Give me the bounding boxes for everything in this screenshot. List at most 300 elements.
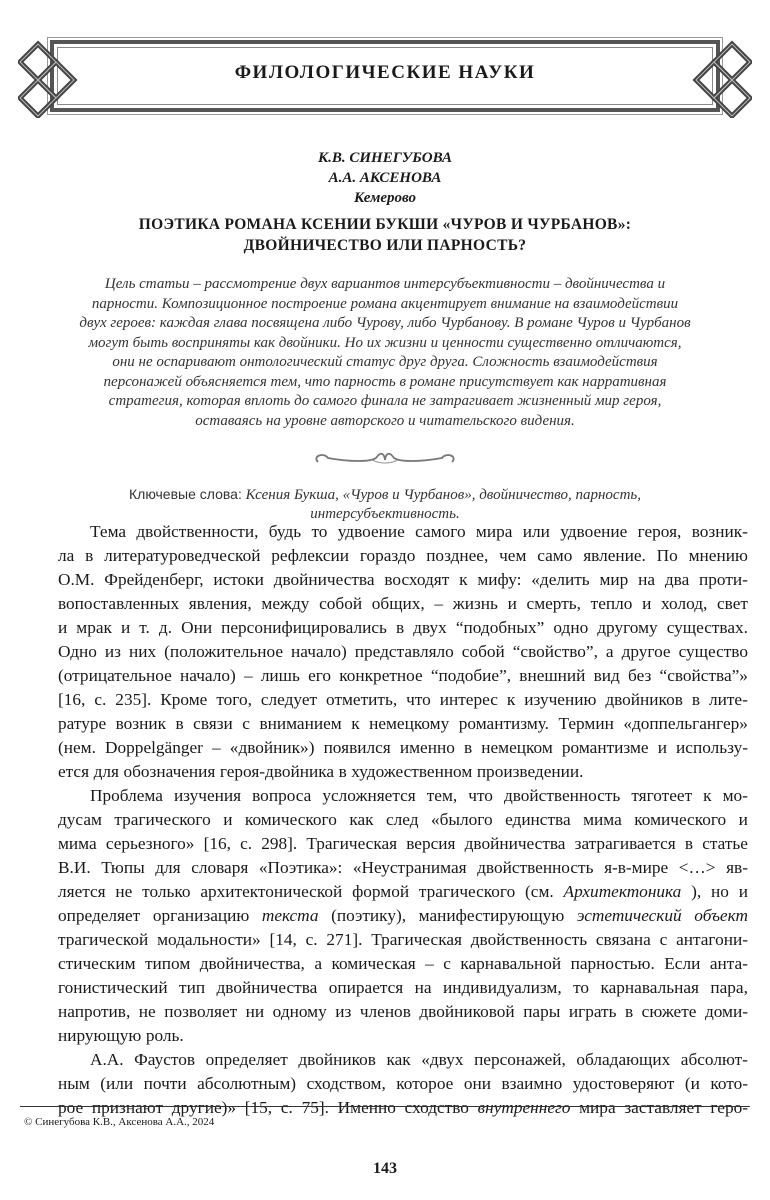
word: двойственности, [136,522,259,541]
word: ), [691,882,702,901]
word: как [349,810,374,829]
word: комическая [331,954,416,973]
word: как [386,1050,411,1069]
word: отметить, [326,690,398,709]
word: к [506,690,516,709]
word: в [684,834,694,853]
word: холод, [661,594,708,613]
word: заставляет [624,1098,702,1117]
body-line [58,1074,748,1094]
word: затрагивается [574,834,676,853]
word: доми- [704,1002,748,1021]
word: Трагическая [306,834,398,853]
word: след [386,810,419,829]
body-line [90,1050,748,1070]
word: и [642,594,652,613]
abstract-line: могут быть восприняты как двойники. Но их жизни и ценности существенно отличаются, [88,334,682,351]
body-line [58,1026,748,1046]
word: интерес [439,690,498,709]
word: из [104,642,121,661]
word: комического [634,810,727,829]
word: начало) [180,666,236,685]
abstract-line: персонажей объясняется тем, что парность в романе присутствует как нарративная [103,373,667,390]
word: двойничества [216,978,318,997]
word: и [58,618,68,637]
word: Одно [58,642,97,661]
word: начало) [291,642,347,661]
word: почти [143,1074,187,1093]
word: на [638,570,656,589]
word: гораздо [359,546,416,565]
word: ется [58,762,90,781]
word: общих, [371,594,425,613]
word: ляется [58,882,106,901]
word: восходят [384,570,450,589]
word: одному [272,1002,327,1021]
word: двойственность [470,930,588,949]
word: “подобие”, [430,666,512,685]
emphasis-word: эстетический [576,906,682,925]
word: архитектонической [200,882,343,901]
word: мир [599,570,629,589]
word: удвоение [560,522,628,541]
emphasis-word: объект [694,906,748,925]
word: серьезного» [105,834,195,853]
word: в [175,714,184,733]
body-line [58,546,748,566]
word: смерть, [526,594,581,613]
word: вопоставленных [58,594,180,613]
word: играть [568,1002,617,1021]
word: Именно [337,1098,396,1117]
word: романтизму. [458,714,549,733]
word: они [463,1074,491,1093]
word: мрак [76,618,112,637]
word: усложняется [322,786,416,805]
body-line [58,858,748,878]
word: ла [58,546,75,565]
word: тип [179,978,206,997]
body-line [58,570,748,590]
body-line [58,930,748,950]
word: только [142,882,191,901]
word: Тема [90,522,127,541]
word: рефлексии [271,546,349,565]
word: тепло [590,594,633,613]
word: – [434,594,444,613]
word: и [657,738,667,757]
word: произведении. [476,762,584,781]
word: одно [553,618,589,637]
word: формой [352,882,410,901]
word: к [703,786,712,805]
word: кото- [710,1074,748,1093]
word: двойственность [503,786,621,805]
word: другие)» [171,1098,237,1117]
word: «доппельгангер» [623,714,748,733]
word: ни [245,1002,265,1021]
word: сходством, [306,1074,386,1093]
word: и [738,810,748,829]
word: д. [158,618,173,637]
word: не [115,882,133,901]
body-line [58,762,748,782]
word: двойничества [273,570,375,589]
word: а [605,642,614,661]
word: в [85,546,94,565]
word: А.А. [90,1050,124,1069]
author-city: Кемерово [353,190,417,206]
footnote-rule [20,1106,750,1107]
body-line [58,978,748,998]
section-rubric: ФИЛОЛОГИЧЕСКИЕ НАУКИ [234,62,536,83]
word: Фаустов [134,1050,196,1069]
word: (нем. [58,738,96,757]
word: ным [58,1074,90,1093]
word: с. [305,930,318,949]
word: немецком [481,738,553,757]
word: словаря [191,858,249,877]
word: для [155,858,181,877]
word: позволяет [164,1002,238,1021]
body-line [58,906,748,926]
body-line [58,594,748,614]
word: лите- [708,690,748,709]
word: с. [94,690,107,709]
divider-flourish-icon [310,448,460,470]
word: лишь [260,666,300,685]
word: «былого [431,810,493,829]
body-line [58,618,748,638]
word: на [414,978,432,997]
word: жизнь [452,594,498,613]
word: двойников [298,1050,376,1069]
keywords [30,486,740,504]
word: мо- [722,786,748,805]
word: связи [193,714,233,733]
word: будь [268,522,302,541]
word: без [628,666,652,685]
abstract-line: они не оспаривают онтологический статус друг друга. Сложность взаимодействия [112,354,658,370]
word: мима [58,834,97,853]
word: изучению [524,690,597,709]
word: удвоение [337,522,405,541]
word: – [425,954,434,973]
word: в [395,618,405,637]
abstract-line: Цель статьи – рассмотрение двух вариантов интерсубъективности – двойничества и [104,276,666,292]
word: мира [579,1098,616,1117]
word: следует [260,690,318,709]
word: двойничества, [199,954,305,973]
word: немецкому [369,714,450,733]
word: представляло [354,642,454,661]
word: (отрицательное [58,666,172,685]
word: них [128,642,157,661]
word: удостоверяют [572,1074,675,1093]
word: геро- [710,1098,748,1117]
author-name: К.В. СИНЕГУБОВА [317,150,453,166]
word: типом [144,954,191,973]
word: “подобных” [455,618,545,637]
word: которое [396,1074,454,1093]
body-line [58,666,748,686]
word: рое [58,1098,84,1117]
word: организацию [152,906,250,925]
word: стическим [58,954,136,973]
word: «двойник») [229,738,315,757]
word: между [261,594,310,613]
word: трагического [114,810,211,829]
word: другое [621,642,671,661]
body-line [58,1098,748,1118]
abstract-line: стратегия, которая вплоть до самого финала не затрагивает жизненный мир героя, [108,393,662,409]
word: Кроме [160,690,208,709]
word: героя, [637,522,682,541]
keywords-cont [30,506,740,523]
word: мнению [688,546,748,565]
word: карнавальная [600,978,699,997]
body-line [58,1002,748,1022]
word: [16, [58,690,86,709]
word: Они [181,618,213,637]
word: карнавальной [460,954,562,973]
word: 75]. [301,1098,329,1117]
word: двойственность [477,858,594,877]
word: в [338,762,347,781]
word: из [335,1002,352,1021]
abstract-line: оставаясь на уровне авторского и читательского видения. [195,412,575,429]
word: «Неустранимая [352,858,467,877]
word: тем, [426,786,458,805]
word: литературоведческой [104,546,261,565]
emphasis-word: текста [261,906,319,925]
word: собой [461,642,505,661]
word: вопроса [252,786,312,805]
word: его [308,666,332,685]
word: для [93,762,119,781]
word: сюжете [641,1002,697,1021]
word: возник- [691,522,748,541]
word: – [212,738,221,757]
word: в [691,690,701,709]
word: изучения [173,786,242,805]
word: двойников [605,690,683,709]
word: <…> [678,858,716,877]
word: трагической [58,930,149,949]
word: в [463,738,473,757]
word: романтизме [561,738,649,757]
word: признают [91,1098,164,1117]
keywords-list: Ксения Букша, «Чуров и Чурбанов», двойничество, парность, [245,487,641,503]
word: парностью. [570,954,655,973]
body-line [58,642,748,662]
word: мифу: [477,570,522,589]
word: модальности» [157,930,261,949]
word: двух [413,618,447,637]
word: в [625,1002,634,1021]
word: самого [415,522,466,541]
word: то [311,522,328,541]
word: В.И. [58,858,91,877]
word: напротив, [58,1002,131,1021]
body-line [58,738,748,758]
keywords-label: Ключевые слова: [129,486,242,502]
word: к [459,570,468,589]
word: тяготеет [631,786,693,805]
word: Проблема [90,786,163,805]
word: Трагическая [371,930,462,949]
word: анта- [709,954,748,973]
body-line [58,690,748,710]
word: обладающих [576,1050,671,1069]
word: но [711,882,729,901]
word: По [656,546,678,565]
word: индивидуализм, [443,978,562,997]
word: гонистический [58,978,168,997]
word: персонажей, [474,1050,566,1069]
word: мира [475,522,513,541]
word: «Поэтика»: [258,858,343,877]
article-title: ПОЭТИКА РОМАНА КСЕНИИ БУКШИ «ЧУРОВ И ЧУРБАНОВ»: [138,216,632,233]
word: [14, [269,930,297,949]
word: и [738,882,748,901]
word: взаимно [501,1074,563,1093]
word: не [138,1002,156,1021]
word: другому [597,618,658,637]
word: художественном [351,762,473,781]
word: (поэтику), [331,906,407,925]
word: антагони- [676,930,748,949]
body-line [58,882,748,902]
word: двойниковой [419,1002,515,1021]
emphasis-word: внутреннего [477,1098,571,1117]
word: вид [593,666,620,685]
word: существах. [666,618,748,637]
word: сходство [404,1098,469,1117]
word: мима [583,810,622,829]
word: то [573,978,590,997]
word: роль. [145,1026,184,1045]
word: и [121,618,131,637]
word: возник [115,714,167,733]
copyright: © Синегубова К.В., Аксенова А.А., 2024 [24,1116,215,1128]
word: с [443,954,451,973]
word: и [507,594,517,613]
word: (см. [525,882,554,901]
emphasis-word: Архитектоника [563,882,682,901]
page-number: 143 [373,1160,397,1177]
author-name: А.А. АКСЕНОВА [328,170,442,186]
word: существо [678,642,748,661]
word: «двух [421,1050,464,1069]
word: – [243,666,253,685]
word: двойничества [464,834,566,853]
word: (или [100,1074,134,1093]
body-line [58,810,748,830]
word: опирается [328,978,404,997]
word: именно [399,738,455,757]
word: 271]. [326,930,363,949]
word: а [314,954,322,973]
word: явления, [188,594,252,613]
word: членов [359,1002,411,1021]
body-line [58,834,748,854]
body-line [58,954,748,974]
word: (и [684,1074,700,1093]
word: 298]. [261,834,298,853]
word: абсолют- [680,1050,748,1069]
word: обозначения [123,762,216,781]
word: два [664,570,690,589]
word: вниманием [259,714,342,733]
abstract-line: двух героев: каждая глава посвящена либо Чурову, либо Чурбанову. В романе Чуров и Чурбанов [79,315,691,331]
word: позднее, [426,546,489,565]
word: «делить [531,570,590,589]
article-title: ДВОЙНИЧЕСТВО ИЛИ ПАРНОСТЬ? [243,237,527,254]
word: истоки [213,570,264,589]
word: [15, [244,1098,273,1117]
word: Термин [558,714,614,733]
word: трагического [418,882,516,901]
word: Doppelgänger [105,738,203,757]
word: я-в-мире [604,858,669,877]
word: “свойство”, [512,642,598,661]
word: внешний [519,666,586,685]
word: определяет [58,906,141,925]
word: комического [244,810,337,829]
word: героя-двойника [219,762,335,781]
word: конкретное [339,666,423,685]
word: яв- [726,858,748,877]
word: с [242,714,250,733]
word: что [468,786,493,805]
word: и [223,810,233,829]
word: (положительное [164,642,284,661]
word: статье [702,834,748,853]
body-line [58,714,748,734]
body-line [90,522,748,542]
word: Если [664,954,701,973]
word: с [659,930,668,949]
word: собой [319,594,363,613]
word: использу- [676,738,748,757]
word: пара, [710,978,748,997]
word: “свойства”» [659,666,748,685]
keywords-list: интерсубъективность. [310,506,460,522]
word: дусам [58,810,102,829]
word: ратуре [58,714,107,733]
word: того, [216,690,252,709]
word: [16, [203,834,231,853]
word: проти- [699,570,748,589]
word: что [406,690,431,709]
body-line [90,786,748,806]
word: единства [505,810,571,829]
word: версия [406,834,456,853]
word: определяет [205,1050,288,1069]
word: связана [595,930,651,949]
word: с. [280,1098,293,1117]
word: Фрейденберг, [104,570,204,589]
word: т. [139,618,150,637]
word: О.М. [58,570,95,589]
abstract-line: парности. Композиционное построение романа акцентирует внимание на взаимодействии [91,295,679,312]
word: само [537,546,573,565]
word: персонифицировались [221,618,387,637]
word: чем [499,546,527,565]
word: или [522,522,550,541]
word: свет [717,594,748,613]
